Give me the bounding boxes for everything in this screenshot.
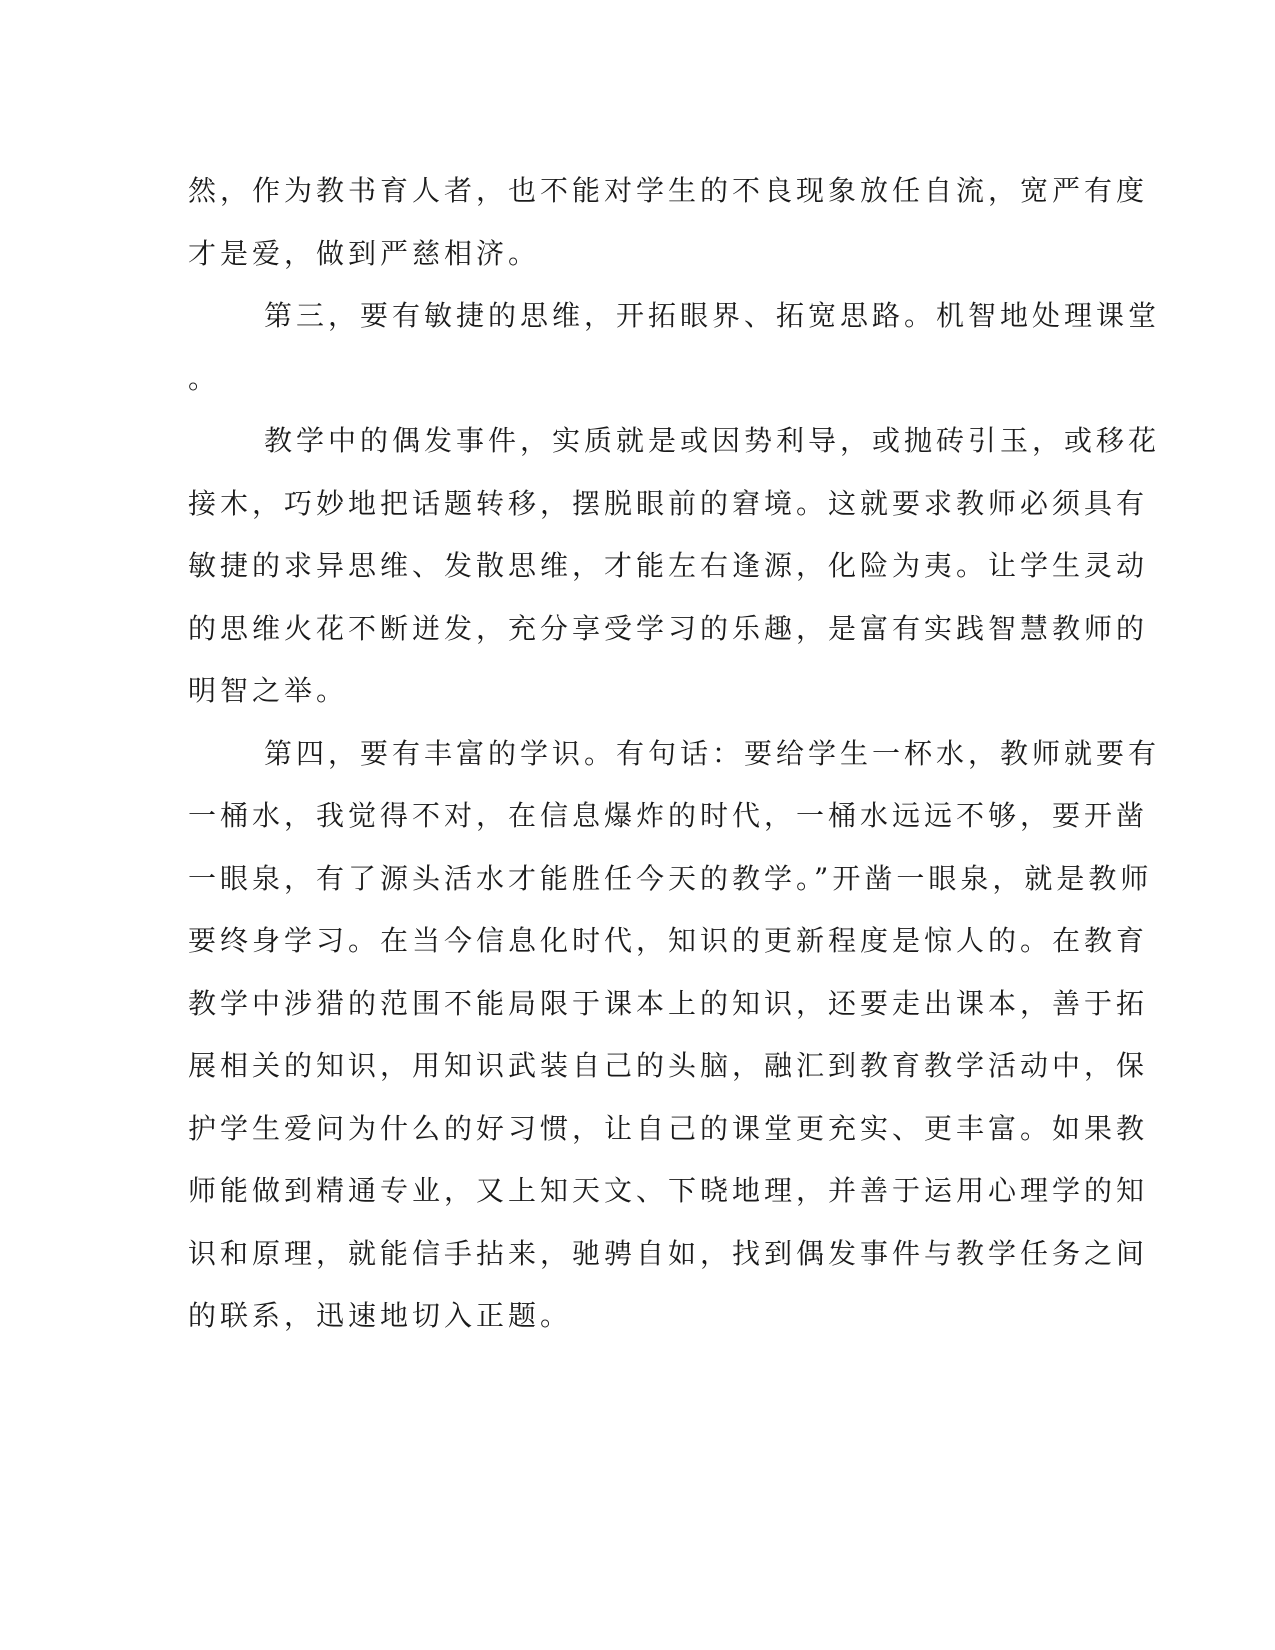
document-body — [188, 160, 1161, 1348]
paragraph-start-line: 教学中的偶发事件，实质就是或因势利导，或抛砖引玉，或移花 — [264, 424, 1161, 457]
text-line: 才是爱，做到严慈相济。 — [188, 236, 541, 270]
text-line: 一眼泉，有了源头活水才能胜任今天的教学。”开凿一眼泉，就是教师 — [188, 861, 1153, 895]
text-line: 识和原理，就能信手拈来，驰骋自如，找到偶发事件与教学任务之间 — [188, 1236, 1149, 1270]
text-line: 展相关的知识，用知识武装自己的头脑，融汇到教育教学活动中，保 — [188, 1049, 1149, 1082]
text-line: 的思维火花不断迸发，充分享受学习的乐趣，是富有实践智慧教师的 — [188, 611, 1149, 645]
text-line: 一桶水，我觉得不对，在信息爆炸的时代，一桶水远远不够，要开凿 — [188, 799, 1149, 832]
paragraph-start-line: 第四，要有丰富的学识。有句话：要给学生一杯水，教师就要有 — [264, 736, 1161, 770]
text-line: 师能做到精通专业，又上知天文、下晓地理，并善于运用心理学的知 — [188, 1174, 1149, 1207]
text-line: 护学生爱问为什么的好习惯，让自己的课堂更充实、更丰富。如果教 — [188, 1111, 1149, 1145]
text-line: 然，作为教书育人者，也不能对学生的不良现象放任自流，宽严有度 — [188, 174, 1149, 207]
text-line: 的联系，迅速地切入正题。 — [188, 1299, 573, 1332]
text-line: 。 — [188, 361, 221, 395]
text-line: 接木，巧妙地把话题转移，摆脱眼前的窘境。这就要求教师必须具有 — [188, 486, 1149, 520]
text-line: 要终身学习。在当今信息化时代，知识的更新程度是惊人的。在教育 — [188, 924, 1149, 957]
text-line: 明智之举。 — [188, 674, 349, 707]
text-line: 敏捷的求异思维、发散思维，才能左右逢源，化险为夷。让学生灵动 — [188, 549, 1149, 582]
paragraph-start-line: 第三，要有敏捷的思维，开拓眼界、拓宽思路。机智地处理课堂 — [264, 299, 1161, 332]
text-line: 教学中涉猎的范围不能局限于课本上的知识，还要走出课本，善于拓 — [188, 986, 1149, 1020]
